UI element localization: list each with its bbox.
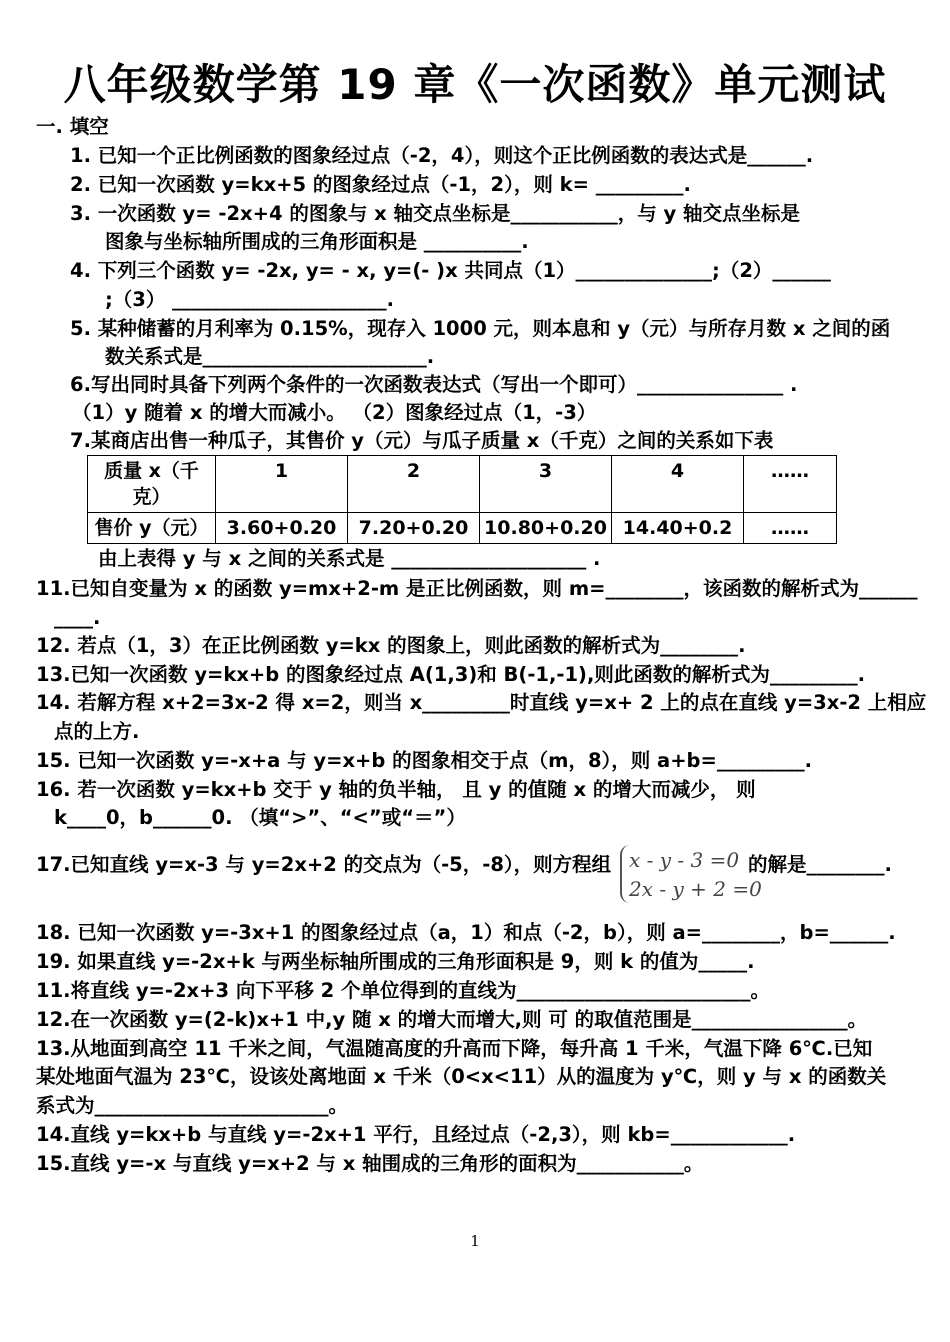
question-4-line-2: ;（3） ______________________. bbox=[105, 288, 395, 311]
table-cell: …… bbox=[744, 456, 837, 513]
question-6-line-2: （1）y 随着 x 的增大而减小。 （2）图象经过点（1，-3） bbox=[72, 401, 597, 424]
question-5-line-2: 数关系式是_______________________. bbox=[105, 345, 435, 368]
question-19: 19. 如果直线 y=-2x+k 与两坐标轴所围成的三角形面积是 9，则 k 的值为_____. bbox=[36, 950, 755, 973]
equation-system bbox=[620, 845, 762, 903]
extra-question-12: 12.在一次函数 y=(2-k)x+1 中,y 随 x 的增大而增大,则 可 的取值范围是________________。 bbox=[36, 1008, 868, 1031]
extra-question-13-line-3: 系式为________________________。 bbox=[36, 1094, 349, 1117]
table-cell: 1 bbox=[216, 456, 348, 513]
table-cell: 4 bbox=[612, 456, 744, 513]
question-15: 15. 已知一次函数 y=-x+a 与 y=x+b 的图象相交于点（m，8），则 a+b=_________. bbox=[36, 749, 813, 772]
question-17-text: 17.已知直线 y=x-3 与 y=2x+2 的交点为（-5，-8），则方程组 bbox=[36, 853, 612, 876]
table-cell: …… bbox=[744, 513, 837, 544]
extra-question-14: 14.直线 y=kx+b 与直线 y=-2x+1 平行，且经过点（-2,3），则 kb=____________. bbox=[36, 1123, 796, 1146]
question-3-line-1: 3. 一次函数 y= -2x+4 的图象与 x 轴交点坐标是___________，与 y 轴交点坐标是 bbox=[70, 202, 801, 225]
question-7-answer: 由上表得 y 与 x 之间的关系式是 ____________________ . bbox=[98, 547, 601, 570]
question-3-line-2: 图象与坐标轴所围成的三角形面积是 __________. bbox=[105, 230, 529, 253]
page-title: 八年级数学第 19 章《一次函数》单元测试 bbox=[63, 60, 887, 109]
question-13: 13.已知一次函数 y=kx+b 的图象经过点 A(1,3)和 B(-1,-1),则此函数的解析式为_________. bbox=[36, 663, 866, 686]
table-cell: 10.80+0.20 bbox=[480, 513, 612, 544]
question-16-line-2: k____0，b______0. （填“>”、“<”或“＝”） bbox=[54, 806, 466, 829]
table-row bbox=[88, 513, 837, 544]
question-11-line-2: ____. bbox=[54, 606, 101, 629]
extra-question-13-line-2: 某处地面气温为 23℃，设该处离地面 x 千米（0<x<11）从的温度为 y℃，则 y 与 x 的函数关 bbox=[36, 1065, 887, 1088]
question-1: 1. 已知一个正比例函数的图象经过点（-2，4），则这个正比例函数的表达式是______. bbox=[70, 144, 814, 167]
table-cell: 3.60+0.20 bbox=[216, 513, 348, 544]
table-cell: 2 bbox=[348, 456, 480, 513]
question-14-line-1: 14. 若解方程 x+2=3x-2 得 x=2，则当 x_________时直线 y=x+ 2 上的点在直线 y=3x-2 上相应 bbox=[36, 691, 927, 714]
question-6-line-1: 6.写出同时具备下列两个条件的一次函数表达式（写出一个即可）_______________ . bbox=[70, 373, 798, 396]
question-4-line-1: 4. 下列三个函数 y= -2x, y= - x, y=(- )x 共同点（1）______________;（2）______ bbox=[70, 259, 831, 282]
question-11-line-1: 11.已知自变量为 x 的函数 y=mx+2-m 是正比例函数，则 m=________，该函数的解析式为______ bbox=[36, 577, 918, 600]
page-number: 1 bbox=[470, 1232, 480, 1250]
section-heading: 一. 填空 bbox=[36, 115, 109, 138]
table-cell: 7.20+0.20 bbox=[348, 513, 480, 544]
question-5-line-1: 5. 某种储蓄的月利率为 0.15%，现存入 1000 元，则本息和 y（元）与所存月数 x 之间的函 bbox=[70, 317, 891, 340]
question-2: 2. 已知一次函数 y=kx+5 的图象经过点（-1，2），则 k= _________. bbox=[70, 173, 691, 196]
question-12: 12. 若点（1，3）在正比例函数 y=kx 的图象上，则此函数的解析式为________. bbox=[36, 634, 746, 657]
extra-question-11: 11.将直线 y=-2x+3 向下平移 2 个单位得到的直线为________________________。 bbox=[36, 979, 770, 1002]
question-18: 18. 已知一次函数 y=-3x+1 的图象经过点（a，1）和点（-2，b），则 a=________，b=______. bbox=[36, 921, 896, 944]
table-header-label: 质量 x（千克） bbox=[88, 456, 216, 513]
equation-1: x - y - 3 =0 bbox=[629, 848, 740, 872]
price-table bbox=[87, 455, 837, 544]
question-14-line-2: 点的上方. bbox=[54, 720, 140, 743]
question-16-line-1: 16. 若一次函数 y=kx+b 交于 y 轴的负半轴， 且 y 的值随 x 的增大而减少， 则 bbox=[36, 778, 756, 801]
equation-2: 2x - y + 2 =0 bbox=[629, 877, 762, 901]
price-table-wrapper bbox=[87, 455, 837, 544]
table-cell: 14.40+0.2 bbox=[612, 513, 744, 544]
extra-question-13-line-1: 13.从地面到高空 11 千米之间，气温随高度的升高而下降，每升高 1 千米，气温下降 6℃.已知 bbox=[36, 1037, 873, 1060]
table-cell: 3 bbox=[480, 456, 612, 513]
question-17-answer: 的解是________. bbox=[748, 853, 892, 876]
table-row-label: 售价 y（元） bbox=[88, 513, 216, 544]
table-row bbox=[88, 456, 837, 513]
extra-question-15: 15.直线 y=-x 与直线 y=x+2 与 x 轴围成的三角形的面积为___________。 bbox=[36, 1152, 704, 1175]
question-7: 7.某商店出售一种瓜子，其售价 y（元）与瓜子质量 x（千克）之间的关系如下表 bbox=[70, 429, 774, 452]
